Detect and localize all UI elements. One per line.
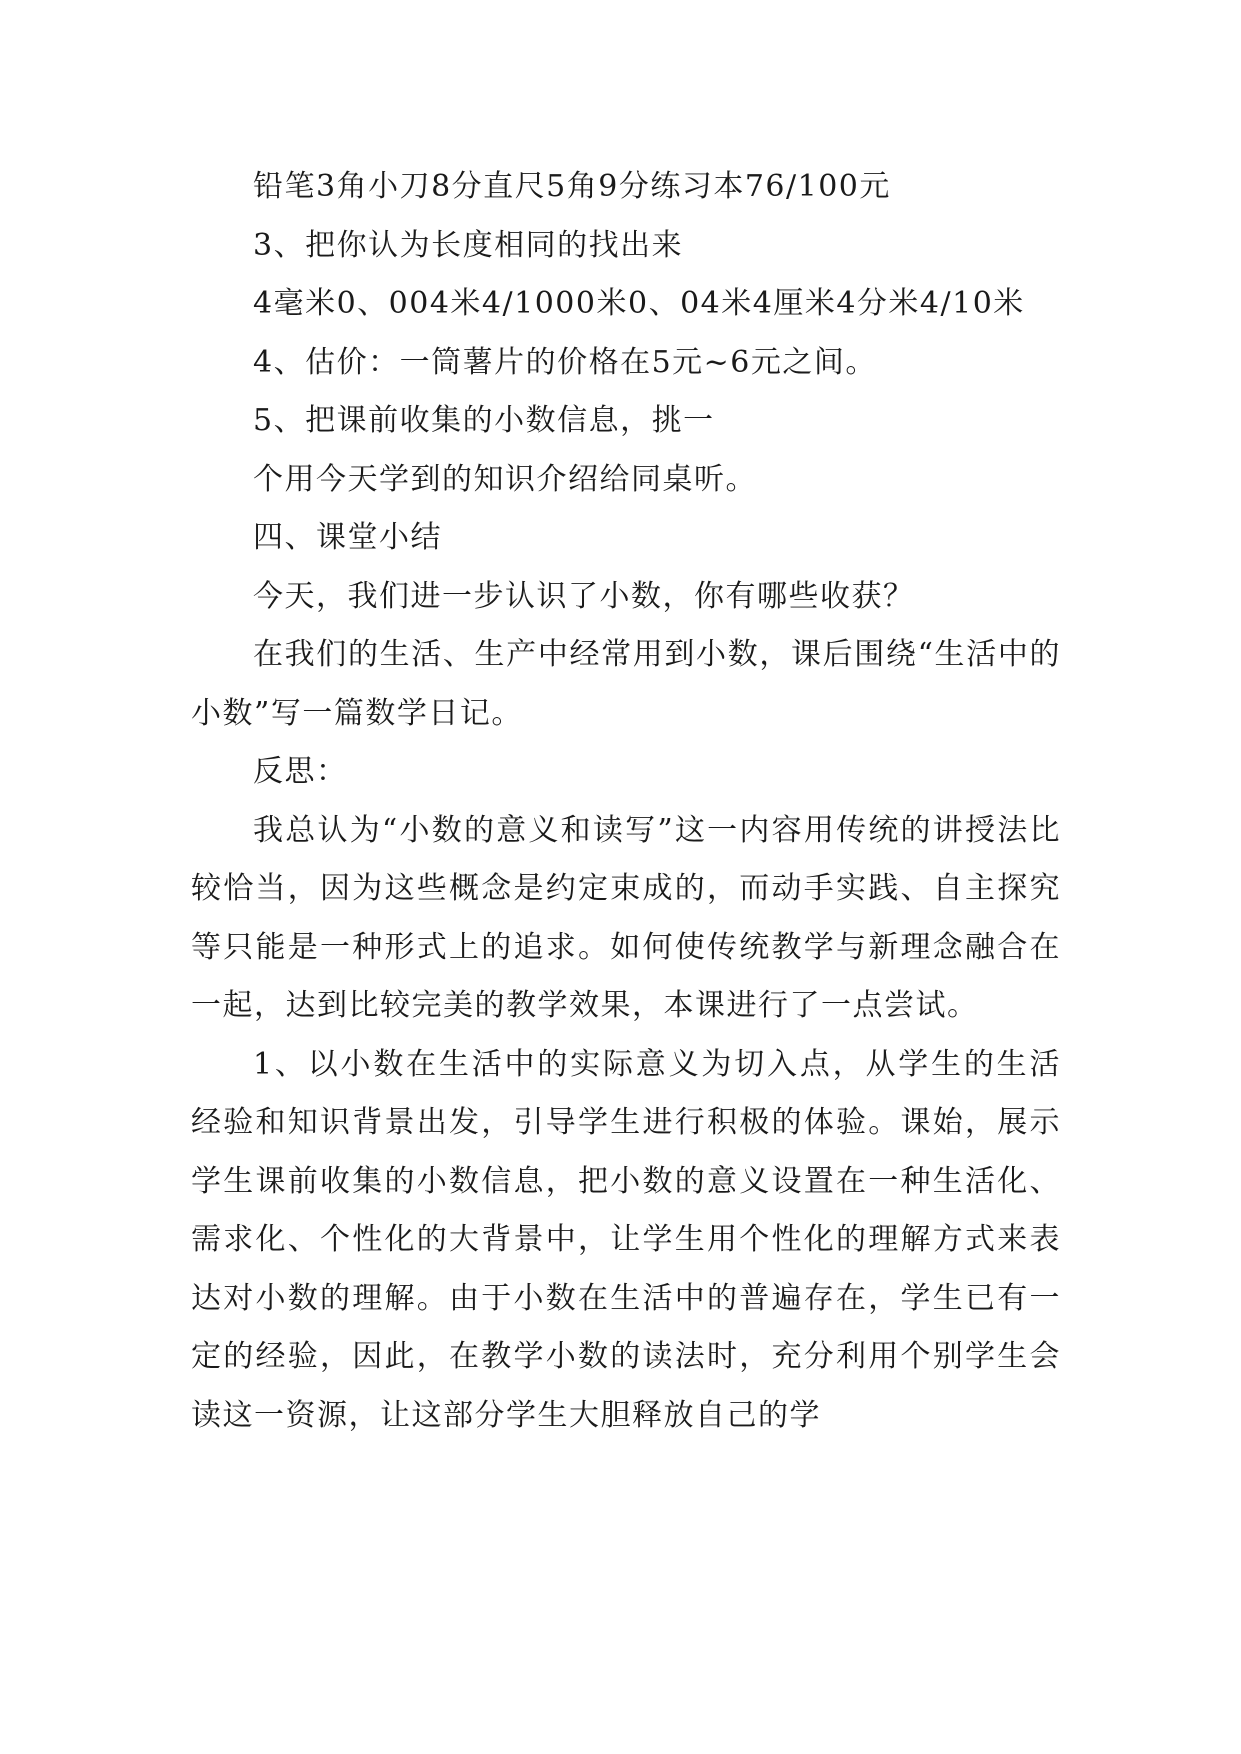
document-body [191,158,1061,1445]
paragraph-summary-question: 今天，我们进一步认识了小数，你有哪些收获？ [253,578,915,614]
paragraph-reflection: 我总认为“小数的意义和读写”这一内容用传统的讲授法比较恰当，因为这些概念是约定束成的，而动手实践、自主探究等只能是一种形式上的追求。如何使传统教学与新理念融合在一起，达到比较完美的教学效果，本课进行了一点尝试。 [191,812,1061,1023]
paragraph-reflection-point-1: 1、以小数在生活中的实际意义为切入点，从学生的生活经验和知识背景出发，引导学生进行积极的体验。课始，展示学生课前收集的小数信息，把小数的意义设置在一种生活化、需求化、个性化的大背景中，让学生用个性化的理解方式来表达对小数的理解。由于小数在生活中的普遍存在，学生已有一定的经验，因此，在教学小数的读法时，充分利用个别学生会读这一资源，让这部分学生大胆释放自己的学 [191,1046,1061,1433]
paragraph-price-list: 铅笔3角小刀8分直尺5角9分练习本76/100元 [253,169,891,204]
paragraph-item-5-continued: 个用今天学到的知识介绍给同桌听。 [253,461,757,497]
paragraph-item-4: 4、估价：一筒薯片的价格在5元~6元之间。 [253,344,877,380]
paragraph-length-list: 4毫米0、004米4/1000米0、04米4厘米4分米4/10米 [253,286,1025,321]
paragraph-item-5: 5、把课前收集的小数信息，挑一 [253,403,715,438]
section-heading-summary: 四、课堂小结 [253,520,442,555]
paragraph-homework: 在我们的生活、生产中经常用到小数，课后围绕“生活中的小数”写一篇数学日记。 [191,637,1061,731]
paragraph-item-3: 3、把你认为长度相同的找出来 [253,227,684,263]
section-heading-reflection: 反思： [253,754,348,789]
